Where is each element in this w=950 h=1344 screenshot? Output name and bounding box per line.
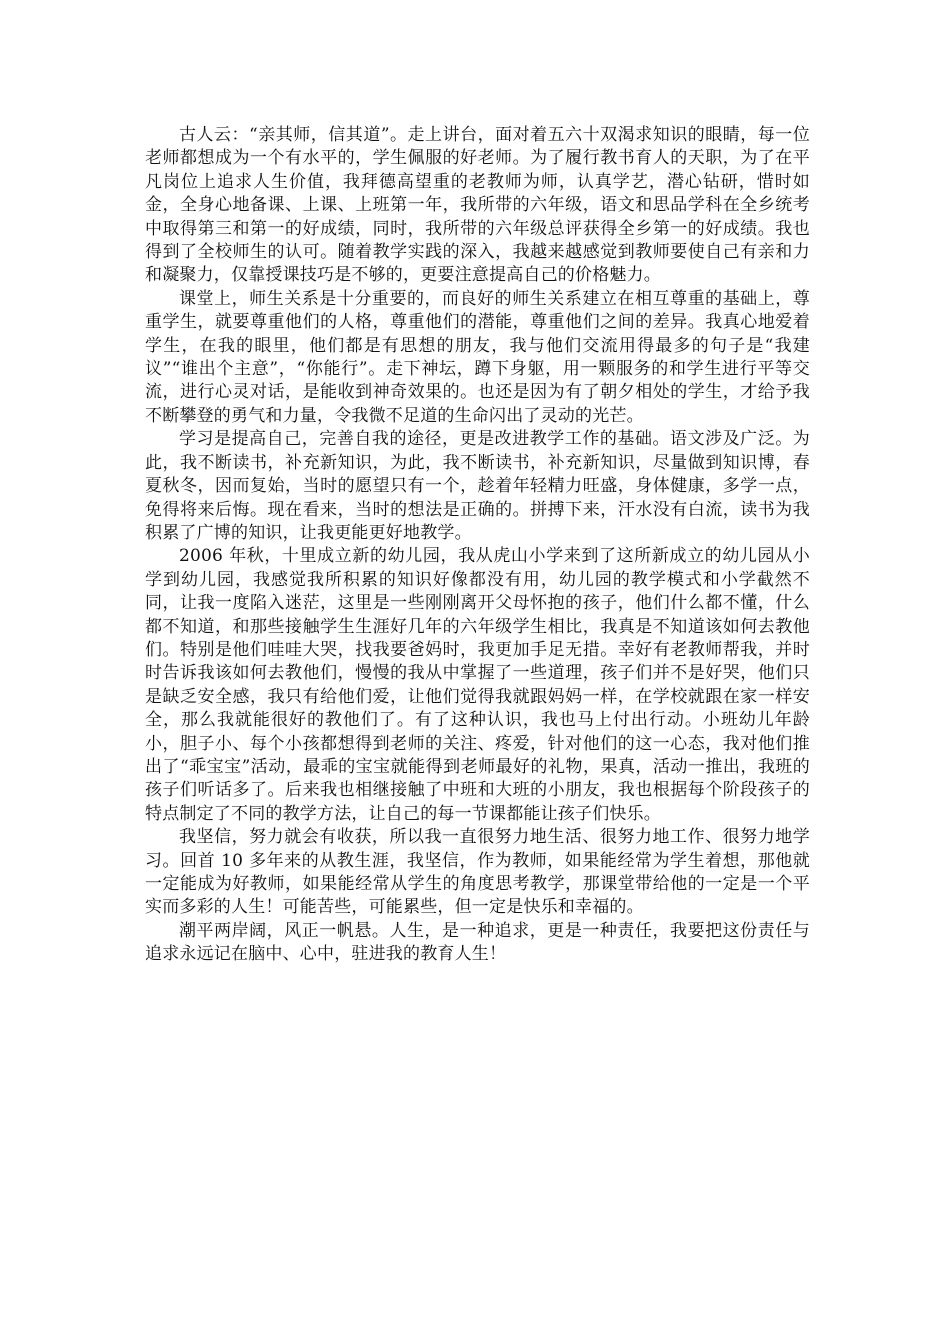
paragraph-2: 课堂上，师生关系是十分重要的，而良好的师生关系建立在相互尊重的基础上，尊重学生，就要尊重他们的人格，尊重他们的潜能，尊重他们之间的差异。我真心地爱着学生，在我的眼里，他们都是有思想的朋友，我与他们交流用得最多的句子是“我建议”“谁出个主意”，“你能行”。走下神坛，蹲下身躯，用一颗服务的和学生进行平等交流，进行心灵对话，是能收到神奇效果的。也还是因为有了朝夕相处的学生，才给予我不断攀登的勇气和力量，令我微不足道的生命闪出了灵动的光芒。 xyxy=(145,288,810,426)
paragraph-5: 我坚信，努力就会有收获，所以我一直很努力地生活、很努力地工作、很努力地学习。回首 10 多年来的从教生涯，我坚信，作为教师，如果能经常为学生着想，那他就一定能成为好教师，如果能经常从学生的角度思考教学，那课堂带给他的一定是一个平实而多彩的人生！可能苦些，可能累些，但一定是快乐和幸福的。 xyxy=(145,827,810,918)
paragraph-4: 2006 年秋，十里成立新的幼儿园，我从虎山小学来到了这所新成立的幼儿园从小学到幼儿园，我感觉我所积累的知识好像都没有用，幼儿园的教学模式和小学截然不同，让我一度陷入迷茫，这里是一些刚刚离开父母怀抱的孩子，他们什么都不懂，什么都不知道，和那些接触学生生涯好几年的六年级学生相比，我真是不知道该如何去教他们。特别是他们哇哇大哭，找我要爸妈时，我更加手足无措。幸好有老教师帮我，并时时告诉我该如何去教他们，慢慢的我从中掌握了一些道理，孩子们并不是好哭，他们只是缺乏安全感，我只有给他们爱，让他们觉得我就跟妈妈一样，在学校就跟在家一样安全，那么我就能很好的教他们了。有了这种认识，我也马上付出行动。小班幼儿年龄小，胆子小、每个小孩都想得到老师的关注、疼爱，针对他们的这一心态，我对他们推出了“乖宝宝”活动，最乖的宝宝就能得到老师最好的礼物，果真，活动一推出，我班的孩子们听话多了。后来我也相继接触了中班和大班的小朋友，我也根据每个阶段孩子的特点制定了不同的教学方法，让自己的每一节课都能让孩子们快乐。 xyxy=(145,546,810,824)
paragraph-1: 古人云：“亲其师，信其道”。走上讲台，面对着五六十双渴求知识的眼睛，每一位老师都想成为一个有水平的，学生佩服的好老师。为了履行教书育人的天职，为了在平凡岗位上追求人生价值，我拜德高望重的老教师为师，认真学艺，潜心钻研，惜时如金，全身心地备课、上课、上班第一年，我所带的六年级，语文和思品学科在全乡统考中取得第三和第一的好成绩，同时，我所带的六年级总评获得全乡第一的好成绩。我也得到了全校师生的认可。随着教学实践的深入，我越来越感觉到教师要使自己有亲和力和凝聚力，仅靠授课技巧是不够的，更要注意提高自己的价格魅力。 xyxy=(145,125,810,286)
paragraph-6: 潮平两岸阔，风正一帆悬。人生，是一种追求，更是一种责任，我要把这份责任与追求永远记在脑中、心中，驻进我的教育人生！ xyxy=(145,920,810,965)
paragraph-3: 学习是提高自己，完善自我的途径，更是改进教学工作的基础。语文涉及广泛。为此，我不断读书，补充新知识，为此，我不断读书，补充新知识，尽量做到知识博，春夏秋冬，因而复始，当时的愿望只有一个，趁着年轻精力旺盛，身体健康，多学一点，免得将来后悔。现在看来，当时的想法是正确的。拼搏下来，汗水没有白流，读书为我积累了广博的知识，让我更能更好地教学。 xyxy=(145,429,810,543)
document-body xyxy=(145,124,810,967)
